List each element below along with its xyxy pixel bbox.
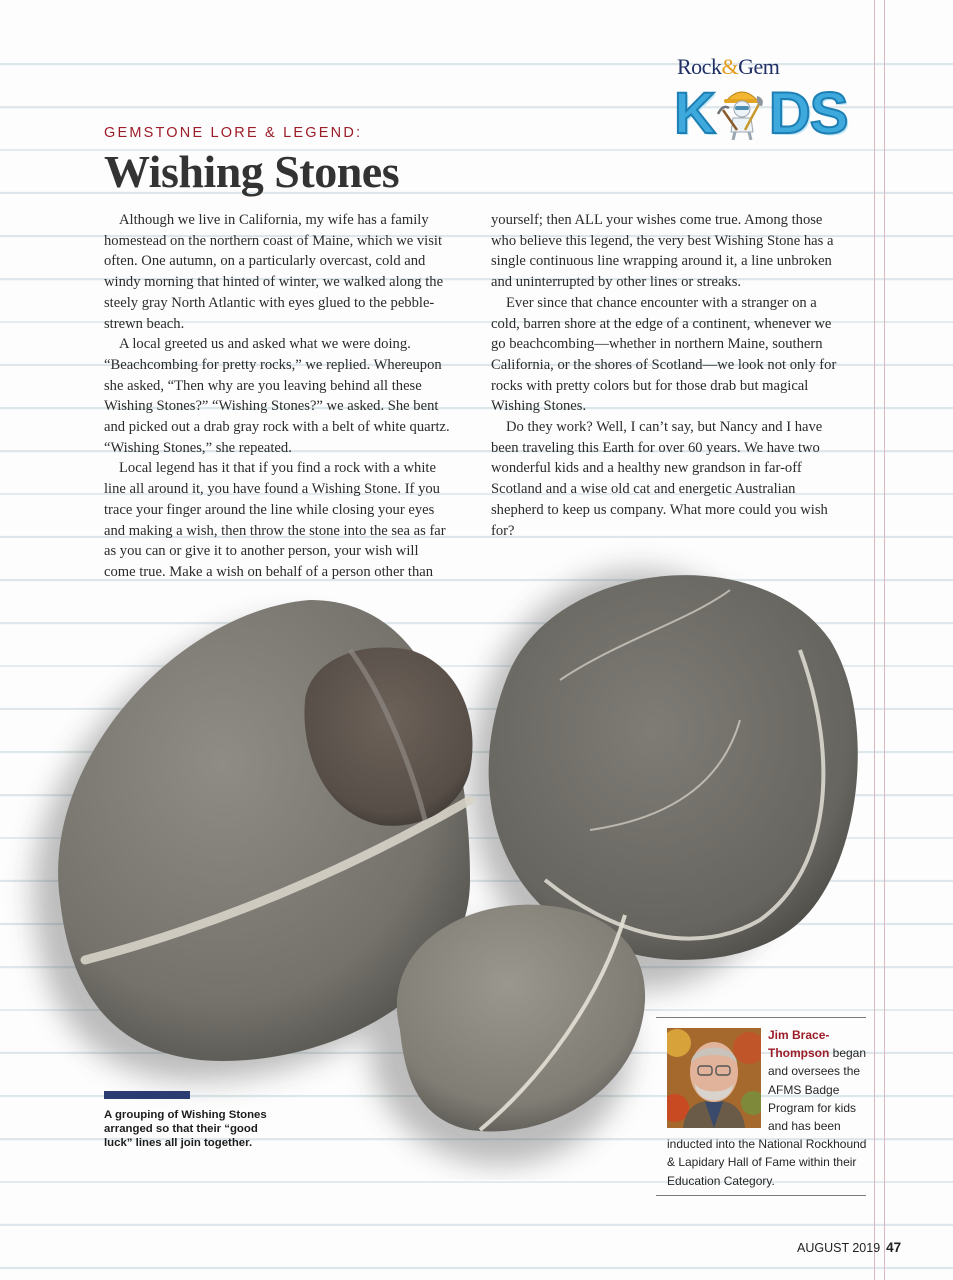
bio-photo-spacer (667, 1026, 768, 1134)
paragraph: Ever since that chance encounter with a stranger on a cold, barren shore at the edge of a continent, whenever we go beachcombing—whether in northern Maine, southern California, or the shores of Scotland—we look not only for rocks with pretty colors but for those drab but magical Wishing Stones. (491, 294, 837, 415)
paragraph: Do they work? Well, I can’t say, but Nancy and I have been traveling this Earth for over 60 years. We have two wonderful kids and a healthy new grandson in far-off Scotland and a wise old cat and energetic Australian shepherd to keep us company. What more could you wish for? (491, 419, 828, 539)
paragraph: A local greeted us and asked what we were doing. “Beachcombing for pretty rocks,” we replied. Whereupon she asked, “Then why are you leaving behind all these Wishing Stones?” “Wishing Stones?” we asked. She bent and picked out a drab gray rock with a belt of white quartz. “Wishing Stones,” she repeated. (104, 336, 450, 456)
bio-body: began and oversees the AFMS Badge Program for kids and has been inducted into the National Rockhound & Lapidary Hall of Fame within their Education Category. (667, 1046, 867, 1188)
section-kicker: GEMSTONE LORE & LEGEND: (104, 125, 363, 141)
caption-bar (104, 1091, 190, 1099)
brand-gem: Gem (738, 54, 780, 79)
issue-date: AUGUST 2019 (797, 1241, 881, 1255)
paragraph: Although we live in California, my wife has a family homestead on the northern coast of Maine, which we visit often. One autumn, on a particularly overcast, cold and windy morning that hinted of winter, we walked along the steely gray North Atlantic with eyes glued to the pebble-strewn beach. (104, 212, 444, 332)
brand-rock: Rock (677, 54, 722, 79)
kids-letter-s: S (809, 81, 848, 146)
bio-bottom-rule (656, 1195, 866, 1196)
rock-gem-kids-logo (672, 52, 852, 146)
bio-top-rule (656, 1017, 866, 1018)
miner-kid-icon (715, 84, 769, 140)
paragraph: Local legend has it that if you find a rock with a white line all around it, you have found a Wishing Stone. If you trace your finger around the line while closing your eyes and making a wish, then throw the stone into the sea as far as you can or give it to another person, your wish will come true. Make a wish on behalf of a person other than (104, 460, 446, 580)
brand-wordmark (677, 54, 779, 80)
kids-letter-d: D (768, 81, 810, 146)
article-column-2 (491, 210, 837, 541)
kids-letter-k: K (674, 81, 715, 146)
author-name: Jim Brace-Thompson (768, 1028, 830, 1061)
brand-amp: & (721, 54, 739, 79)
paragraph: yourself; then ALL your wishes come true. Among those who believe this legend, the very best Wishing Stone has a single continuous line wrapping around it, a line unbroken and uninterrupted by other lines or streaks. (491, 212, 834, 291)
article-title: Wishing Stones (104, 146, 400, 197)
article-column-1 (104, 210, 452, 583)
page-footer (797, 1240, 901, 1255)
author-bio (667, 1026, 867, 1190)
page-number: 47 (886, 1240, 902, 1255)
photo-caption: A grouping of Wishing Stones arranged so that their “good luck” lines all join together. (104, 1109, 267, 1149)
kids-wordmark (674, 81, 848, 146)
